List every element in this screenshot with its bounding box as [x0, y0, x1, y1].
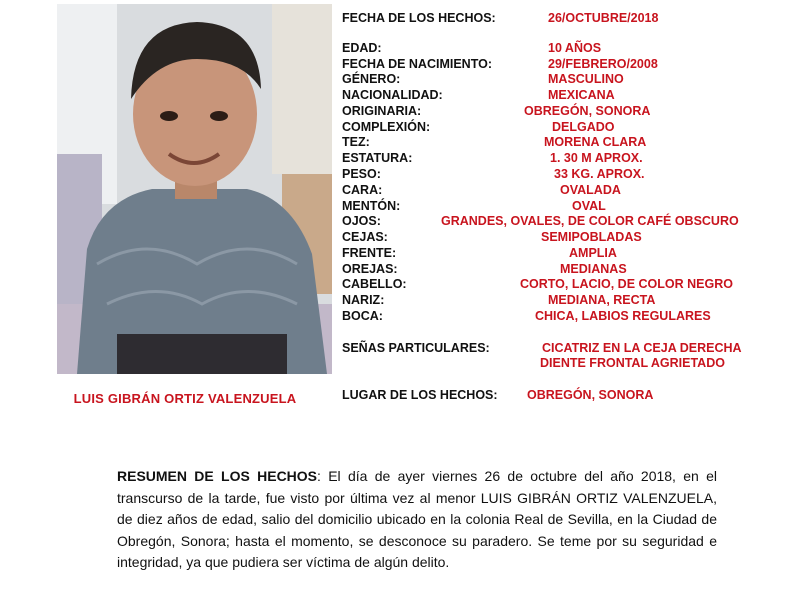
- field-value-senas-1: CICATRIZ EN LA CEJA DERECHA: [542, 341, 742, 355]
- field-label-fecha-nacimiento: FECHA DE NACIMIENTO:: [342, 57, 492, 71]
- field-value-menton: OVAL: [572, 199, 606, 213]
- field-label-estatura: ESTATURA:: [342, 151, 413, 165]
- field-value-cara: OVALADA: [560, 183, 621, 197]
- summary-paragraph: [117, 466, 717, 574]
- field-label-genero: GÉNERO:: [342, 72, 401, 86]
- field-value-cejas: SEMIPOBLADAS: [541, 230, 642, 244]
- field-value-originaria: OBREGÓN, SONORA: [524, 104, 651, 118]
- field-value-senas-2: DIENTE FRONTAL AGRIETADO: [540, 356, 725, 370]
- field-label-nacionalidad: NACIONALIDAD:: [342, 88, 443, 102]
- field-value-complexion: DELGADO: [552, 120, 615, 134]
- field-label-fecha-hechos: FECHA DE LOS HECHOS:: [342, 11, 496, 25]
- field-label-nariz: NARIZ:: [342, 293, 385, 307]
- field-value-cabello: CORTO, LACIO, DE COLOR NEGRO: [520, 277, 733, 291]
- field-value-genero: MASCULINO: [548, 72, 624, 86]
- field-value-fecha-nacimiento: 29/FEBRERO/2008: [548, 57, 658, 71]
- field-label-peso: PESO:: [342, 167, 381, 181]
- field-label-orejas: OREJAS:: [342, 262, 398, 276]
- summary-text: : El día de ayer viernes 26 de octubre del año 2018, en el transcurso de la tarde, fue visto por última vez al menor LUIS GIBRÁN ORTIZ VALENZUELA, de diez años de edad, salio del domicilio ubicado en la colonia Real de Sevilla, en la Ciudad de Obregón, Sonora; hasta el momento, se desconoce su paradero. Se teme por su seguridad e integridad, ya que pudiera ser víctima de algún delito.: [117, 468, 717, 570]
- field-value-estatura: 1. 30 M APROX.: [550, 151, 643, 165]
- field-value-fecha-hechos: 26/OCTUBRE/2018: [548, 11, 659, 25]
- field-label-menton: MENTÓN:: [342, 199, 401, 213]
- field-label-cabello: CABELLO:: [342, 277, 407, 291]
- field-label-senas: SEÑAS PARTICULARES:: [342, 341, 490, 355]
- field-label-ojos: OJOS:: [342, 214, 381, 228]
- field-label-cara: CARA:: [342, 183, 383, 197]
- field-label-cejas: CEJAS:: [342, 230, 388, 244]
- summary-heading: RESUMEN DE LOS HECHOS: [117, 468, 318, 484]
- field-label-tez: TEZ:: [342, 135, 370, 149]
- field-value-orejas: MEDIANAS: [560, 262, 627, 276]
- field-label-frente: FRENTE:: [342, 246, 397, 260]
- field-label-boca: BOCA:: [342, 309, 383, 323]
- field-label-edad: EDAD:: [342, 41, 382, 55]
- field-value-peso: 33 KG. APROX.: [554, 167, 645, 181]
- field-value-boca: CHICA, LABIOS REGULARES: [535, 309, 711, 323]
- person-name: LUIS GIBRÁN ORTIZ VALENZUELA: [73, 391, 297, 406]
- field-value-ojos: GRANDES, OVALES, DE COLOR CAFÉ OBSCURO: [441, 214, 739, 228]
- missing-person-photo: [57, 4, 332, 374]
- field-value-tez: MORENA CLARA: [544, 135, 647, 149]
- field-label-complexion: COMPLEXIÓN:: [342, 120, 431, 134]
- field-label-originaria: ORIGINARIA:: [342, 104, 422, 118]
- field-value-nariz: MEDIANA, RECTA: [548, 293, 656, 307]
- field-label-lugar: LUGAR DE LOS HECHOS:: [342, 388, 498, 402]
- field-value-lugar: OBREGÓN, SONORA: [527, 388, 654, 402]
- field-value-frente: AMPLIA: [569, 246, 617, 260]
- field-value-nacionalidad: MEXICANA: [548, 88, 615, 102]
- field-value-edad: 10 AÑOS: [548, 41, 602, 55]
